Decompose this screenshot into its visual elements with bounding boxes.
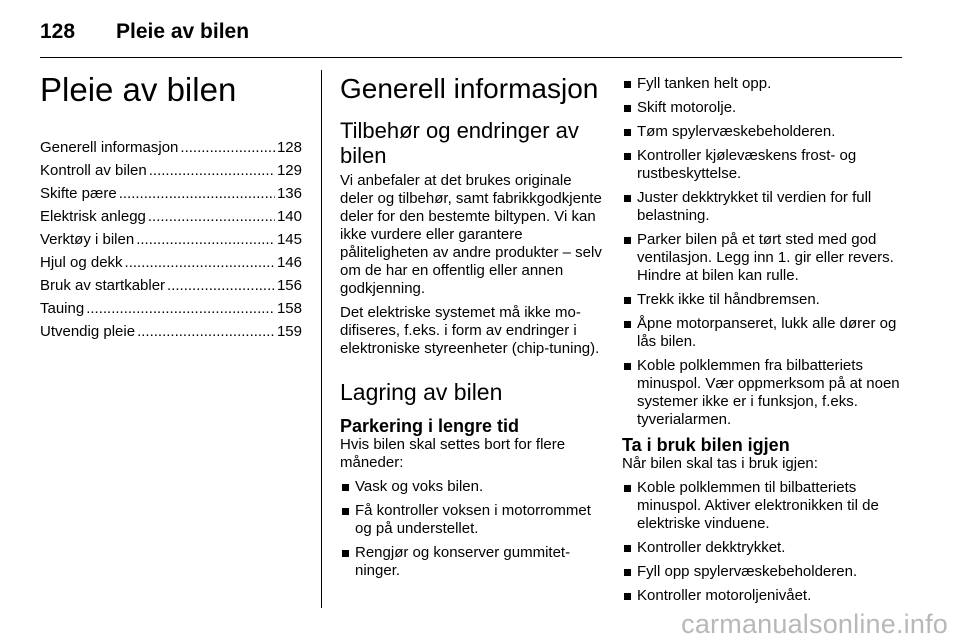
bullet-list <box>340 478 602 580</box>
list-item-text: Koble polklemmen fra bilbatteriets minuspol. Vær oppmerksom på at noen systemer ikke er i funksjon, f.eks. tyverialarmen. <box>637 357 900 428</box>
toc-entry[interactable] <box>40 205 302 228</box>
toc-entry[interactable] <box>40 182 302 205</box>
toc-entry-title: Verktøy i bilen <box>40 231 135 248</box>
toc-entry-page: 128 <box>276 139 302 156</box>
toc-entry-title: Skifte pære <box>40 185 117 202</box>
toc-entry-title: Utvendig pleie <box>40 323 136 340</box>
list-item <box>622 357 902 429</box>
bullet-square-icon <box>624 545 631 552</box>
toc-leader-dots <box>137 320 275 343</box>
toc-entry-page: 146 <box>276 254 302 271</box>
subsection-title: Tilbehør og endringer av bilen <box>340 118 579 168</box>
toc-entry-title: Generell informasjon <box>40 139 179 156</box>
toc-entry-page: 140 <box>276 208 302 225</box>
list-item <box>622 75 902 93</box>
bullet-square-icon <box>624 153 631 160</box>
minor-heading: Ta i bruk bilen igjen <box>622 435 790 455</box>
list-item-text: Rengjør og konserver gummitetninger. <box>355 544 571 579</box>
toc-column <box>40 66 302 343</box>
list-item <box>622 123 902 141</box>
list-item <box>340 478 602 496</box>
paragraph: Hvis bilen skal settes bort for flere måneder: <box>340 436 566 471</box>
toc-entry[interactable] <box>40 228 302 251</box>
list-item-text: Tøm spylervæskebeholderen. <box>637 123 836 140</box>
bullet-square-icon <box>624 363 631 370</box>
list-item-text: Koble polklemmen til bilbatteriets minuspol. Aktiver elektronikken til de elektriske vinduene. <box>637 479 879 532</box>
bullet-square-icon <box>624 321 631 328</box>
list-item-text: Vask og voks bilen. <box>355 478 484 495</box>
bullet-list <box>622 75 902 429</box>
list-item-text: Åpne motorpanseret, lukk alle dører og lås bilen. <box>637 315 897 350</box>
bullet-square-icon <box>624 81 631 88</box>
list-item <box>622 189 902 225</box>
toc-entry[interactable] <box>40 251 302 274</box>
list-item-text: Få kontroller voksen i motorrommet og på understellet. <box>355 502 591 537</box>
list-item <box>340 544 602 580</box>
toc-entry-page: 136 <box>276 185 302 202</box>
minor-heading: Parkering i lengre tid <box>340 416 520 436</box>
toc-entry-page: 159 <box>276 323 302 340</box>
toc-entry-page: 145 <box>276 231 302 248</box>
section-title: Lagring av bilen <box>340 379 503 405</box>
toc-leader-dots <box>149 159 275 182</box>
bullet-square-icon <box>624 195 631 202</box>
toc-entry-page: 129 <box>276 162 302 179</box>
bullet-square-icon <box>342 550 349 557</box>
toc-leader-dots <box>119 182 275 205</box>
section-title: Generell informasjon <box>340 73 599 104</box>
list-item <box>622 587 902 605</box>
column-divider <box>321 70 322 608</box>
bullet-square-icon <box>624 237 631 244</box>
list-item-text: Fyll opp spylervæskebeholderen. <box>637 563 858 580</box>
watermark: carmanualsonline.info <box>681 609 948 639</box>
list-item-text: Kontroller dekktrykket. <box>637 539 786 556</box>
running-title: Pleie av bilen <box>116 20 250 43</box>
toc-entry[interactable] <box>40 136 302 159</box>
list-item-text: Juster dekktrykket til verdien for full belastning. <box>637 189 872 224</box>
toc-leader-dots <box>148 205 275 228</box>
page-number: 128 <box>40 20 76 43</box>
list-item <box>622 539 902 557</box>
toc-leader-dots <box>86 297 275 320</box>
paragraph: Det elektriske systemet må ikke modifiseres, f.eks. i form av endringer i elektroniske styreenheter (chip-tuning). <box>340 304 600 357</box>
toc-leader-dots <box>180 136 275 159</box>
page-header <box>40 16 902 56</box>
list-item-text: Fyll tanken helt opp. <box>637 75 772 92</box>
toc-entry-title: Bruk av startkabler <box>40 277 166 294</box>
bullet-square-icon <box>624 569 631 576</box>
toc-entry-title: Kontroll av bilen <box>40 162 147 179</box>
bullet-square-icon <box>624 593 631 600</box>
toc-leader-dots <box>167 274 275 297</box>
chapter-title: Pleie av bilen <box>40 71 237 108</box>
paragraph: Vi anbefaler at det brukes originale deler og tilbehør, samt fabrikkgodkjente deler for den bestemte biltypen. Vi kan ikke vurdere eller garantere påliteligheten av andre produkter – selv om de har en offentlig eller annen godkjenning. <box>340 172 602 297</box>
toc-entry[interactable] <box>40 159 302 182</box>
list-item <box>622 147 902 183</box>
bullet-list <box>622 479 902 605</box>
paragraph: Når bilen skal tas i bruk igjen: <box>622 455 818 472</box>
toc-entry-page: 156 <box>276 277 302 294</box>
list-item-text: Parker bilen på et tørt sted med god ventilasjon. Legg inn 1. gir eller revers. Hindre at bilen kan rulle. <box>637 231 894 284</box>
list-item <box>340 502 602 538</box>
list-item-text: Kontroller motoroljenivået. <box>637 587 812 604</box>
bullet-square-icon <box>624 297 631 304</box>
toc-entry-title: Tauing <box>40 300 85 317</box>
toc-entry-title: Hjul og dekk <box>40 254 123 271</box>
toc-entry[interactable] <box>40 274 302 297</box>
list-item <box>622 99 902 117</box>
header-rule <box>40 57 902 58</box>
middle-column <box>340 70 602 586</box>
bullet-square-icon <box>624 105 631 112</box>
list-item <box>622 315 902 351</box>
bullet-square-icon <box>342 484 349 491</box>
list-item <box>622 479 902 533</box>
bullet-square-icon <box>342 508 349 515</box>
bullet-square-icon <box>624 129 631 136</box>
toc-leader-dots <box>125 251 275 274</box>
toc-entry[interactable] <box>40 320 302 343</box>
list-item <box>622 231 902 285</box>
toc-entry-page: 158 <box>276 300 302 317</box>
list-item <box>622 563 902 581</box>
right-column <box>622 75 902 611</box>
toc-entry[interactable] <box>40 297 302 320</box>
table-of-contents <box>40 136 302 343</box>
list-item <box>622 291 902 309</box>
toc-entry-title: Elektrisk anlegg <box>40 208 146 225</box>
list-item-text: Kontroller kjølevæskens frost- og rustbeskyttelse. <box>637 147 857 182</box>
list-item-text: Skift motorolje. <box>637 99 737 116</box>
toc-leader-dots <box>136 228 275 251</box>
list-item-text: Trekk ikke til håndbremsen. <box>637 291 820 308</box>
bullet-square-icon <box>624 485 631 492</box>
